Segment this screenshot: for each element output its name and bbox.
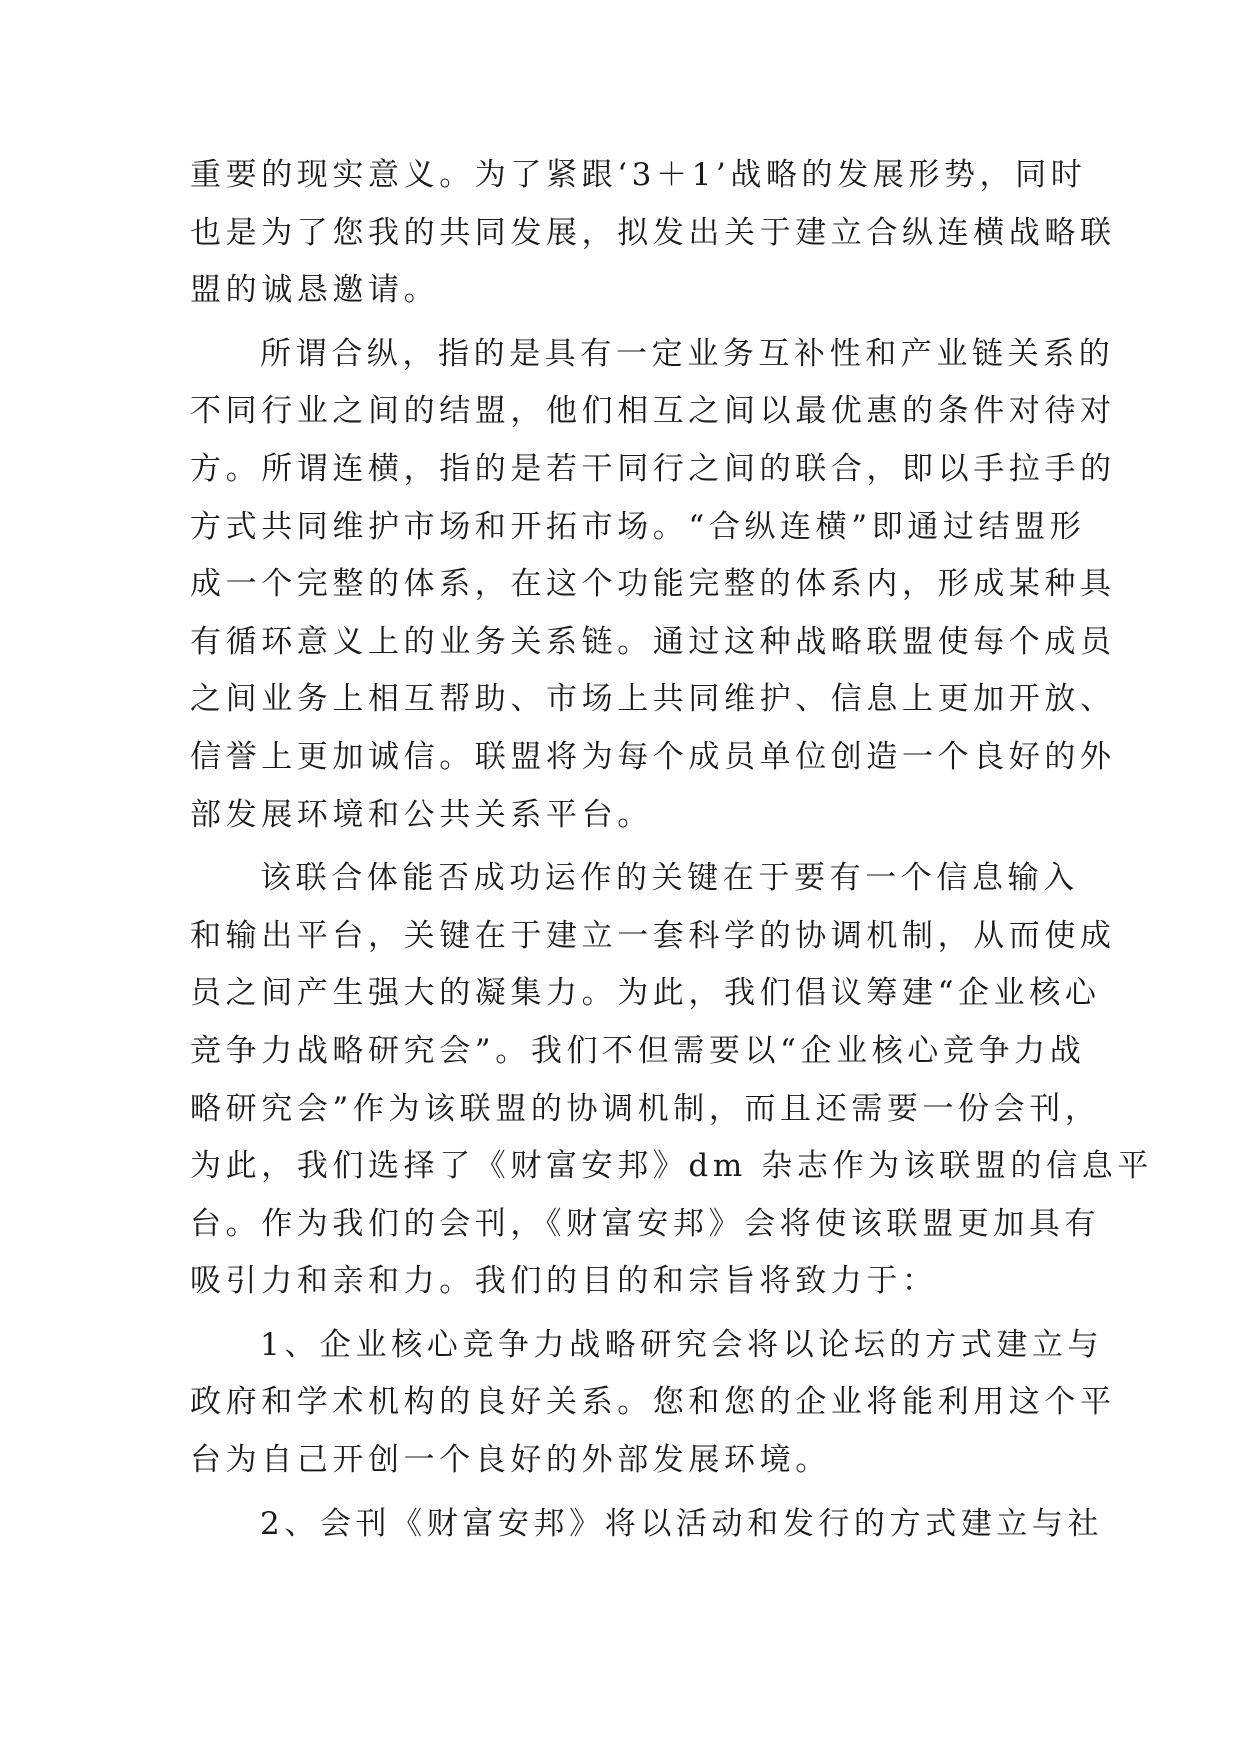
document-body bbox=[190, 155, 1153, 1561]
text-line: 政府和学术机构的良好关系。您和您的企业将能利用这个平 bbox=[190, 1384, 1116, 1421]
list-item-2-start-line: 2、会刊《财富安邦》将以活动和发行的方式建立与社 bbox=[260, 1505, 1104, 1542]
text-line: 成一个完整的体系，在这个功能完整的体系内，形成某种具 bbox=[190, 566, 1116, 603]
paragraph-start-line: 所谓合纵，指的是具有一定业务互补性和产业链关系的 bbox=[260, 335, 1115, 372]
text-line: 台为自己开创一个良好的外部发展环境。 bbox=[190, 1442, 831, 1479]
text-line: 部发展环境和公共关系平台。 bbox=[190, 796, 653, 833]
text-line: 竞争力战略研究会”。我们不但需要以“企业核心竞争力战 bbox=[190, 1032, 1086, 1069]
text-line: 台。作为我们的会刊，《财富安邦》会将使该联盟更加具有 bbox=[190, 1205, 1101, 1242]
list-item-1-start-line: 1、企业核心竞争力战略研究会将以论坛的方式建立与 bbox=[260, 1326, 1104, 1363]
text-line: 盟的诚恳邀请。 bbox=[190, 272, 440, 309]
text-line: 略研究会”作为该联盟的协调机制，而且还需要一份会刊， bbox=[190, 1090, 1101, 1127]
paragraph-start-line: 该联合体能否成功运作的关键在于要有一个信息输入 bbox=[260, 860, 1079, 897]
text-line: 不同行业之间的结盟，他们相互之间以最优惠的条件对待对 bbox=[190, 393, 1116, 430]
text-line: 之间业务上相互帮助、市场上共同维护、信息上更加开放、 bbox=[190, 681, 1116, 718]
text-line: 吸引力和亲和力。我们的目的和宗旨将致力于： bbox=[190, 1263, 938, 1300]
text-line: 有循环意义上的业务关系链。通过这种战略联盟使每个成员 bbox=[190, 623, 1116, 660]
text-line: 方。所谓连横，指的是若干同行之间的联合，即以手拉手的 bbox=[190, 450, 1116, 487]
text-line: 和输出平台，关键在于建立一套科学的协调机制，从而使成 bbox=[190, 917, 1116, 954]
text-line: 信誉上更加诚信。联盟将为每个成员单位创造一个良好的外 bbox=[190, 738, 1116, 775]
text-line: 员之间产生强大的凝集力。为此，我们倡议筹建“企业核心 bbox=[190, 975, 1101, 1012]
text-line: 方式共同维护市场和开拓市场。“合纵连横”即通过结盟形 bbox=[190, 508, 1086, 545]
text-line: 为此，我们选择了《财富安邦》dm 杂志作为该联盟的信息平 bbox=[190, 1148, 1153, 1185]
text-line: 也是为了您我的共同发展，拟发出关于建立合纵连横战略联 bbox=[190, 214, 1116, 251]
text-line: 重要的现实意义。为了紧跟‘3＋1’战略的发展形势，同时 bbox=[190, 157, 1087, 193]
